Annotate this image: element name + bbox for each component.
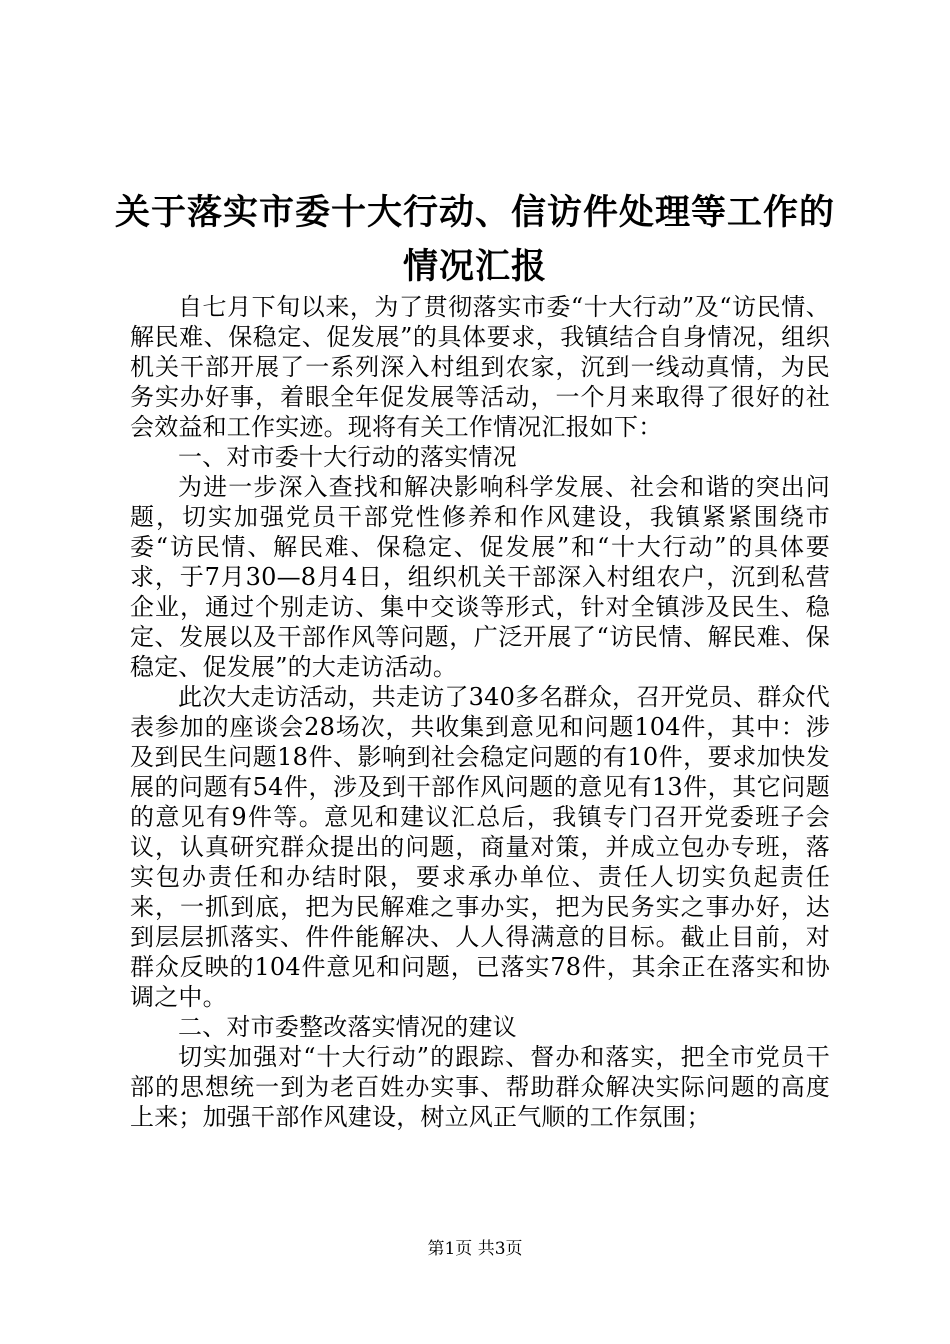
title-line-1: 关于落实市委十大行动、信访件处理等工作的 (114, 193, 835, 233)
section-heading-2: 二、对市委整改落实情况的建议 (178, 1013, 517, 1041)
title-line-2: 情况汇报 (402, 247, 547, 287)
section-heading-1: 一、对市委十大行动的落实情况 (178, 443, 517, 471)
section-1-paragraph-2: 此次大走访活动，共走访了340多名群众，召开党员、群众代表参加的座谈会28场次，共收集到意见和问题104件，其中：涉及到民生问题18件、影响到社会稳定问题的有10件，要求加快发展的问题有54件，涉及到干部作风问题的意见有13件，其它问题的意见有9件等。意见和建议汇总后，我镇专门召开党委班子会议，认真研究群众提出的问题，商量对策，并成立包办专班，落实包办责任和办结时限，要求承办单位、责任人切实负起责任来，一抓到底，把为民解难之事办实，把为民务实之事办好，达到层层抓落实、件件能解决、人人得满意的目标。截止目前，对群众反映的104件意见和问题，已落实78件，其余正在落实和协调之中。 (130, 683, 830, 1011)
intro-paragraph: 自七月下旬以来，为了贯彻落实市委“十大行动”及“访民情、解民难、保稳定、促发展”的具体要求，我镇结合自身情况，组织机关干部开展了一系列深入村组到农家，沉到一线动真情，为民务实办好事，着眼全年促发展等活动，一个月来取得了很好的社会效益和工作实迹。现将有关工作情况汇报如下： (130, 293, 830, 441)
section-2-paragraph-1: 切实加强对“十大行动”的跟踪、督办和落实，把全市党员干部的思想统一到为老百姓办实事、帮助群众解决实际问题的高度上来；加强干部作风建设，树立风正气顺的工作氛围； (130, 1043, 830, 1131)
section-1-paragraph-1: 为进一步深入查找和解决影响科学发展、社会和谐的突出问题，切实加强党员干部党性修养和作风建设，我镇紧紧围绕市委“访民情、解民难、保稳定、促发展”和“十大行动”的具体要求，于7月30—8月4日，组织机关干部深入村组农户，沉到私营企业，通过个别走访、集中交谈等形式，针对全镇涉及民生、稳定、发展以及干部作风等问题，广泛开展了“访民情、解民难、保稳定、促发展”的大走访活动。 (130, 473, 830, 681)
document-body (130, 292, 830, 1132)
document-title (110, 186, 840, 294)
page-footer: 第1页 共3页 (427, 1239, 523, 1259)
